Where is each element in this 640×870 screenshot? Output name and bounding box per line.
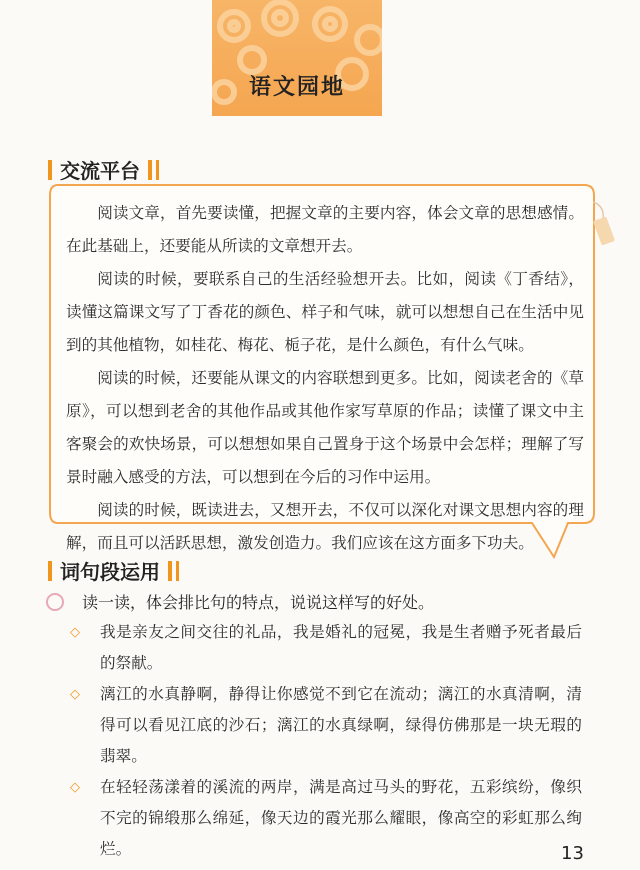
section-title-exchange: 交流平台	[60, 159, 140, 183]
example-sentence: 漓江的水真静啊，静得让你感觉不到它在流动；漓江的水真清啊，清得可以看见江底的沙石；漓江的水真绿啊，绿得仿佛那是一块无瑕的翡翠。	[100, 685, 582, 765]
example-list	[70, 617, 582, 865]
heading-bar-left	[48, 561, 52, 581]
example-sentence: 在轻轻荡漾着的溪流的两岸，满是高过马头的野花，五彩缤纷，像织不完的锦缎那么绵延，像天边的霞光那么耀眼，像高空的彩虹那么绚烂。	[100, 778, 582, 858]
diamond-bullet-icon: ◇	[70, 780, 80, 795]
paragraph: 阅读文章，首先要读懂，把握文章的主要内容，体会文章的思想感情。在此基础上，还要能从所读的文章想开去。	[66, 204, 584, 255]
page-number: 13	[561, 843, 584, 864]
task-text: 读一读，体会排比句的特点，说说这样写的好处。	[82, 593, 435, 612]
paragraph: 阅读的时候，还要能从课文的内容联想到更多。比如，阅读老舍的《草原》，可以想到老舍的其他作品或其他作家写草原的作品；读懂了课文中主客聚会的欢快场景，可以想想如果自己置身于这个场景中会怎样；理解了写景时融入感受的方法，可以想到在今后的习作中运用。	[66, 369, 584, 486]
example-sentence: 我是亲友之间交往的礼品，我是婚礼的冠冕，我是生者赠予死者最后的祭献。	[100, 623, 582, 672]
heading-bar-left	[48, 160, 52, 180]
list-item	[70, 679, 582, 772]
exercise-task	[46, 590, 434, 613]
circle-marker-icon	[46, 593, 64, 611]
heading-bar-right-thin	[176, 561, 179, 581]
list-item	[70, 617, 582, 679]
bookmark-tag-icon	[583, 200, 623, 270]
heading-bar-right	[148, 160, 152, 180]
header-banner	[212, 0, 382, 116]
page-title: 语文园地	[248, 75, 345, 100]
list-item	[70, 772, 582, 865]
section-title-usage: 词句段运用	[60, 560, 160, 584]
section-heading-usage	[40, 556, 187, 585]
section-heading-exchange	[40, 155, 167, 184]
diamond-bullet-icon: ◇	[70, 687, 80, 702]
heading-bar-right	[168, 561, 172, 581]
diamond-bullet-icon: ◇	[70, 625, 80, 640]
heading-bar-right-thin	[156, 160, 159, 180]
exchange-body	[66, 197, 584, 560]
paragraph: 阅读的时候，要联系自己的生活经验想开去。比如，阅读《丁香结》，读懂这篇课文写了丁香花的颜色、样子和气味，就可以想想自己在生活中见到的其他植物，如桂花、梅花、栀子花，是什么颜色，有什么气味。	[66, 270, 584, 354]
paragraph: 阅读的时候，既读进去，又想开去，不仅可以深化对课文思想内容的理解，而且可以活跃思想，激发创造力。我们应该在这方面多下功夫。	[66, 501, 584, 552]
